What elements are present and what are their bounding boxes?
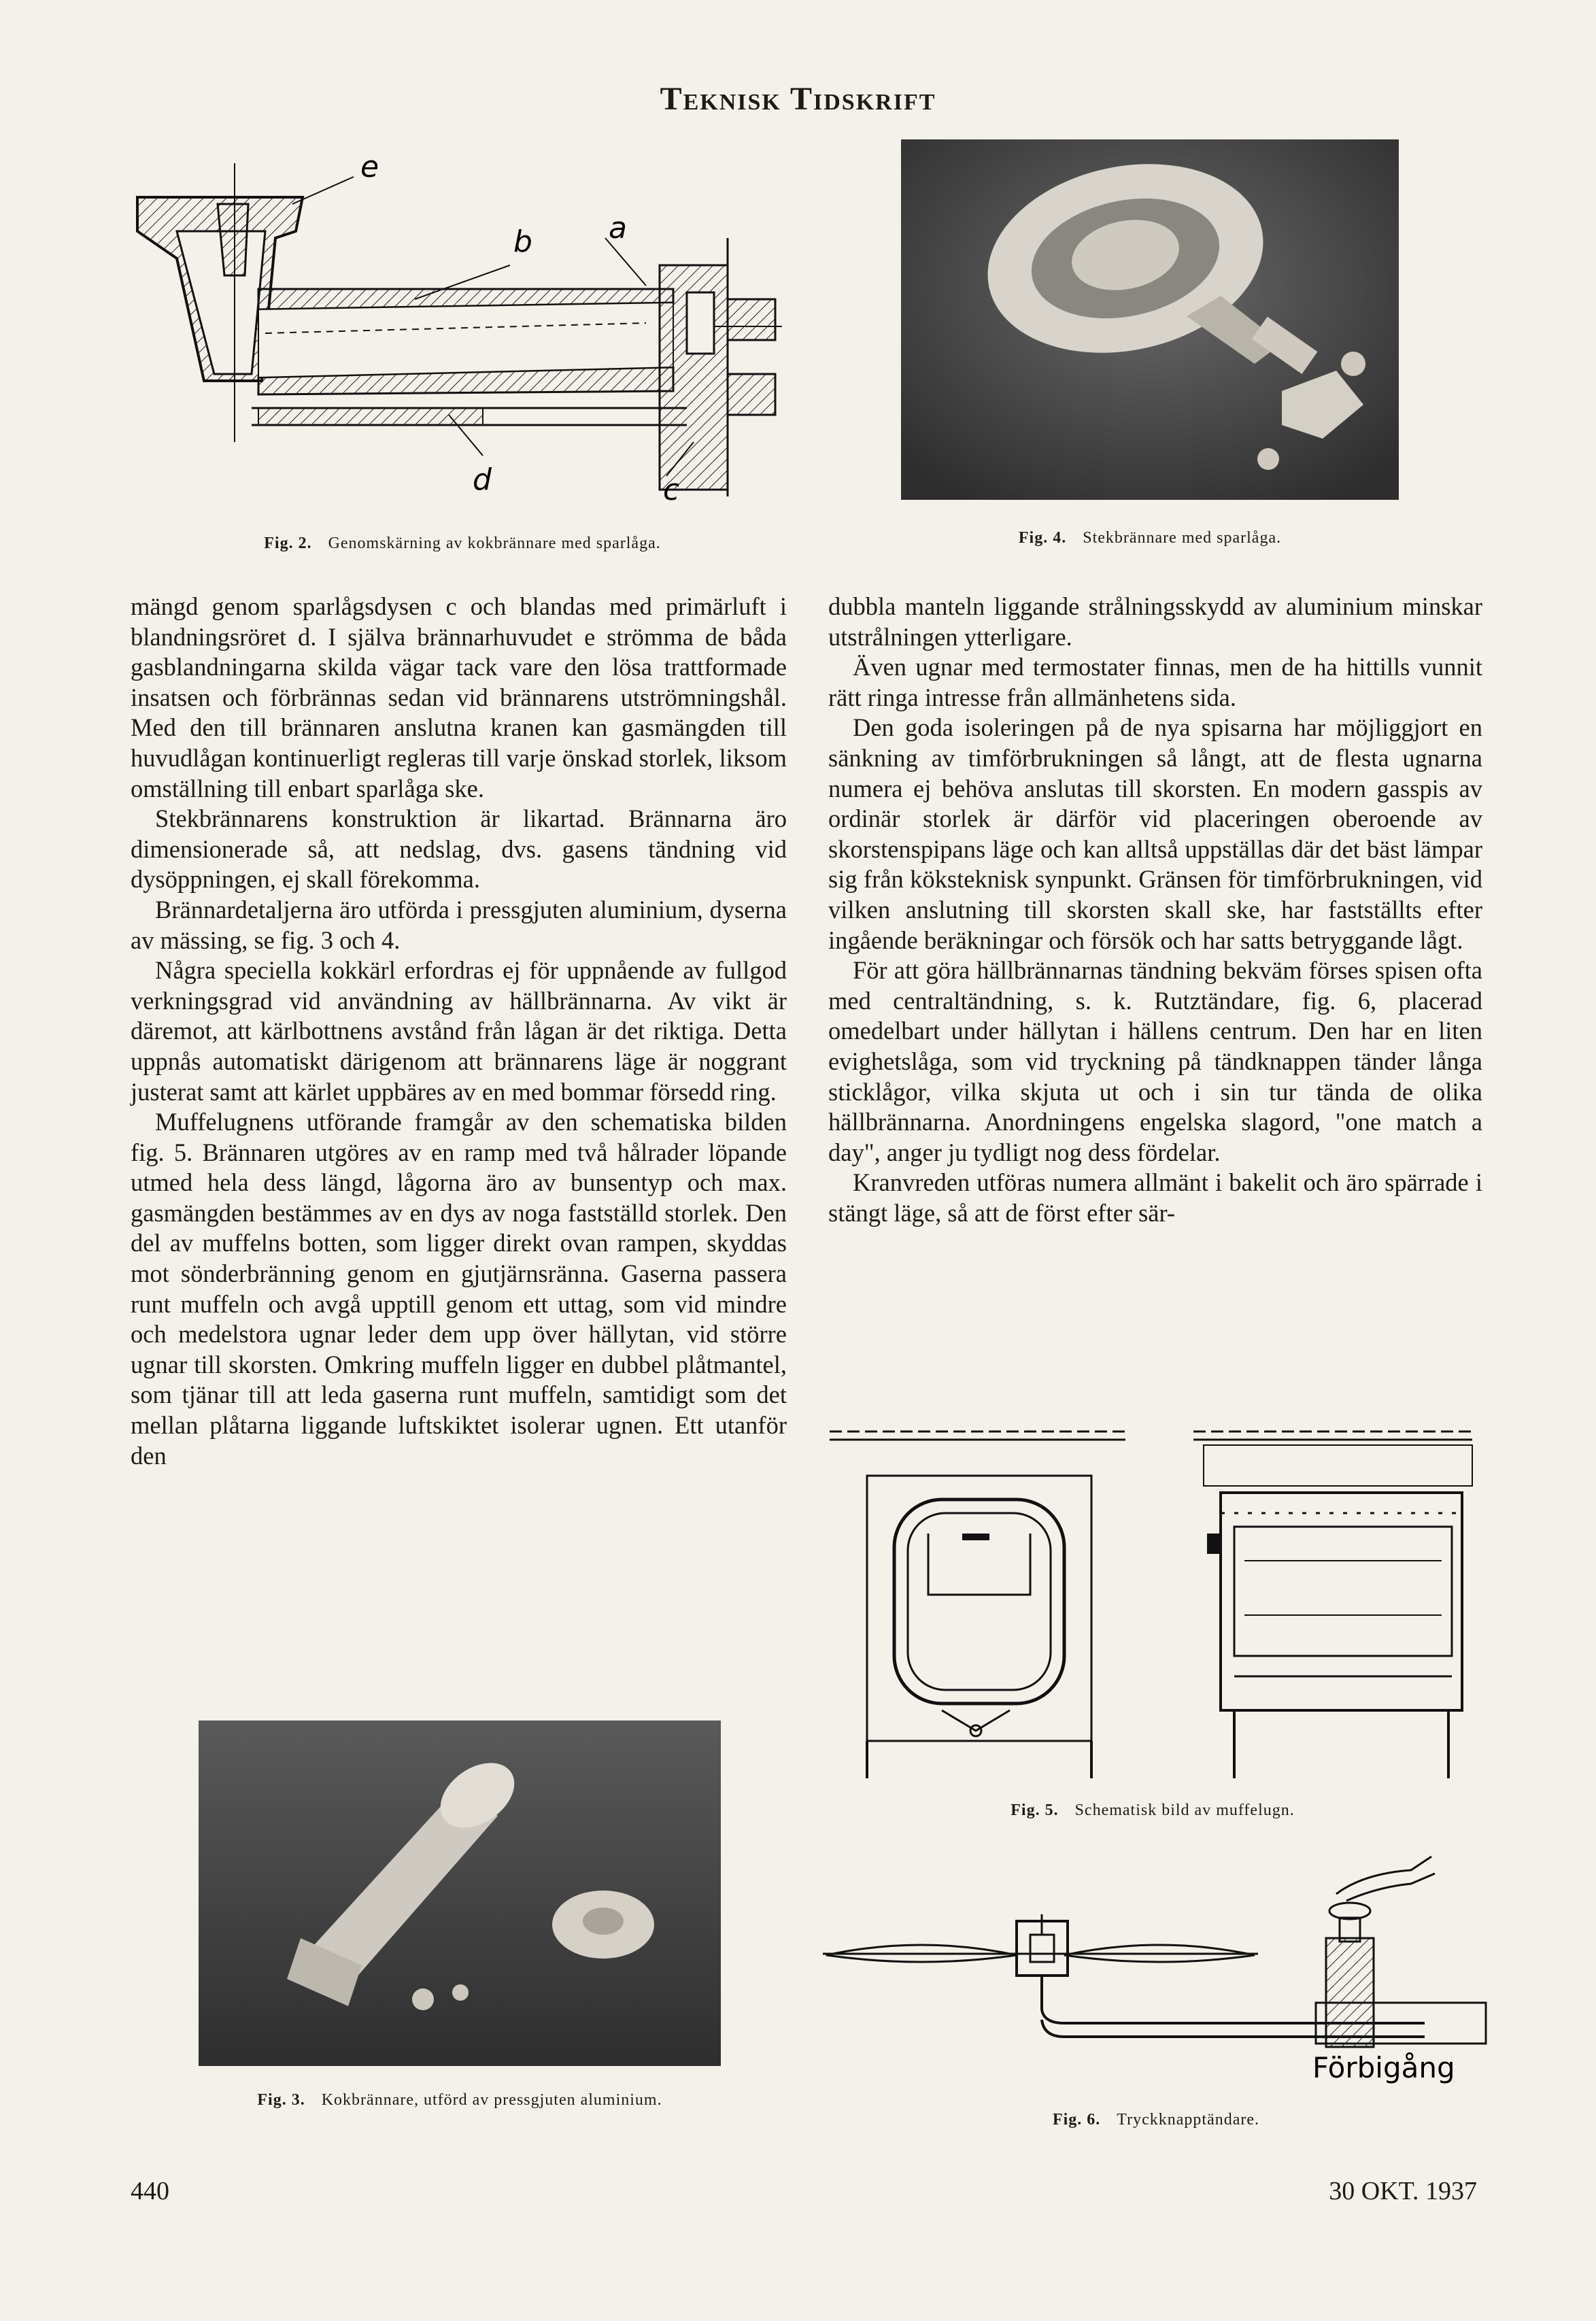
fig2-label-c: c (663, 473, 680, 507)
fig2-caption (150, 532, 775, 555)
fig5-oven-schematic (826, 1425, 1479, 1792)
fig2-caption-text: Genomskärning av kokbrännare med sparlåga. (328, 535, 661, 552)
fig4-caption (901, 527, 1399, 549)
fig5-caption-text: Schematisk bild av muffelugn. (1074, 1801, 1295, 1819)
fig2-cross-section-drawing (129, 150, 789, 510)
fig6-caption-text: Tryckknapptändare. (1117, 2111, 1260, 2129)
fig2-label-b: b (513, 224, 532, 259)
fig6-number: Fig. 6. (1052, 2111, 1101, 2129)
left-paragraph: mängd genom sparlågsdysen c och blandas med primärluft i blandningsröret d. I själva brännarhuvudet e strömma de båda gasblandningarna skilda vägar tack vare den lösa trattformade insatsen och förbrännas sedan vid brännarens utströmningshål. Med den till brännaren anslutna kranen kan gasmängden till huvudlågan kontinuerligt regleras till varje önskad storlek, liksom omställning till enbart sparlåga ske. (131, 592, 787, 802)
issue-date: 30 OKT. 1937 (1329, 2177, 1477, 2205)
left-text-column (131, 592, 787, 1471)
right-paragraph: Kranvreden utföras numera allmänt i bakelit och äro spärrade i stängt läge, så att de först efter sär- (828, 1168, 1482, 1227)
left-paragraph: Muffelugnens utförande framgår av den schematiska bilden fig. 5. Brännaren utgöres av en ramp med två hålrader löpande utmed hela dess längd, lågorna äro av bunsentyp och max. gasmängden bestämmes av en dys av noga fastställd storlek. Den del av muffelns botten, som ligger direkt ovan rampen, skyddas mot sönderbränning genom en gjutjärnsränna. Gaserna passera runt muffeln och avgå upptill genom ett uttag, som vid mindre och medelstora ugnar leder dem upp över hällytan, vid större ugnar till skorsten. Omkring muffeln ligger en dubbel plåtmantel, som tjänar till att leda gaserna runt muffeln, samtidigt som det mellan plåtarna liggande luftskiktet isolerar ugnen. Ett utanför den (131, 1108, 787, 1470)
fig4-caption-text: Stekbrännare med sparlåga. (1083, 529, 1282, 547)
fig5-number: Fig. 5. (1011, 1801, 1059, 1819)
fig3-photo (199, 1721, 721, 2066)
fig3-caption-text: Kokbrännare, utförd av pressgjuten aluminium. (321, 2091, 662, 2109)
right-paragraph: För att göra hällbrännarnas tändning bekväm förses spisen ofta med centraltändning, s. k. Rutztändare, fig. 6, placerad omedelbart under hällytan i hällens centrum. Den har en liten evighetslåga, som vid tryckning på tändknappen tänder långa sticklågor, vilka skjuta ut och i sin tur tända de olika hällbrännarna. Anordningens engelska slagord, "one match a day", anger ju tydligt nog dess fördelar. (828, 956, 1482, 1166)
right-paragraph: dubbla manteln liggande strålningsskydd av aluminium minskar utstrålningen ytterligare. (828, 592, 1482, 651)
fig2-label-d: d (473, 462, 492, 497)
fig2-label-e: e (360, 150, 379, 184)
fig5-caption (826, 1799, 1479, 1822)
right-text-column (828, 592, 1482, 1228)
left-paragraph: Några speciella kokkärl erfordras ej för uppnående av fullgod verkningsgrad vid användning av hällbrännarna. Av vikt är däremot, att kärlbottnens avstånd från lågan är det riktiga. Detta uppnås automatiskt därigenom att brännarens läge är noggrant justerat samt att kärlet uppbäres av en med bommar försedd ring. (131, 956, 787, 1106)
fig2-label-a: a (609, 211, 627, 245)
fig3-number: Fig. 3. (257, 2091, 305, 2109)
fig6-caption (819, 2109, 1493, 2131)
journal-title: Teknisk Tidskrift (660, 81, 936, 117)
right-paragraph: Den goda isoleringen på de nya spisarna har möjliggjort en sänkning av timförbrukningen så långt, att de flesta ugnarna numera ej behöva anslutas till skorsten. En modern gasspis av ordinär storlek är därför vid placeringen oberoende av skorstenspipans läge och kan alltså uppställas där det bäst lämpar sig från köksteknisk synpunkt. Gränsen för timförbrukningen, vid vilken anslutning till skorsten skall ske, har fastställts efter ingående beräkningar och försök och har satts betryggande lågt. (828, 713, 1482, 954)
fig4-number: Fig. 4. (1018, 529, 1067, 547)
page-number: 440 (131, 2177, 169, 2205)
left-paragraph: Brännardetaljerna äro utförda i pressgjuten aluminium, dyserna av mässing, se fig. 3 och 4. (131, 895, 787, 954)
fig6-label-bypass: Förbigång (1312, 2051, 1455, 2084)
left-paragraph: Stekbrännarens konstruktion är likartad. Brännarna äro dimensionerade så, att nedslag, dvs. gasens tändning vid dysöppningen, ej skall förekomma. (131, 804, 787, 894)
right-paragraph: Även ugnar med termostater finnas, men de ha hittills vunnit rätt ringa intresse från allmänhetens sida. (828, 653, 1482, 711)
fig6-igniter-drawing (819, 1853, 1493, 2084)
fig2-number: Fig. 2. (264, 535, 312, 552)
fig3-caption (199, 2089, 721, 2112)
fig4-photo (901, 139, 1399, 500)
